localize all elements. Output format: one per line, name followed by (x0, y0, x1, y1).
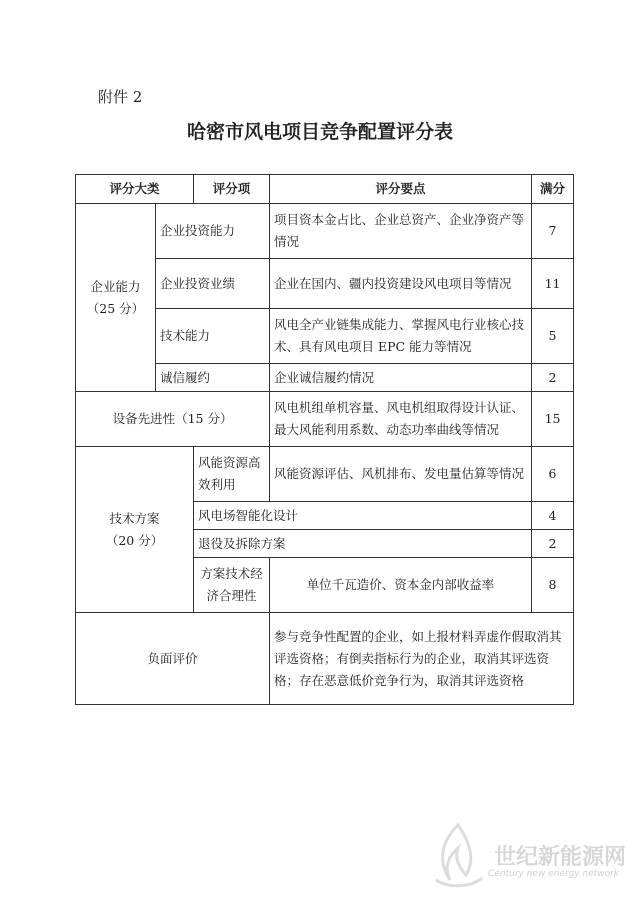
category-tech (76, 447, 194, 613)
max-cell: 7 (532, 204, 574, 259)
max-cell: 11 (532, 259, 574, 309)
points-cell: 风电机组单机容量、风电机组取得设计认证、最大风能利用系数、动态功率曲线等情况 (270, 392, 532, 447)
table-header-row (76, 175, 574, 204)
item-cell: 风能资源高效利用 (194, 447, 270, 502)
category-score: （25 分） (86, 300, 145, 316)
category-label: 企业能力 (90, 278, 141, 294)
item-cell: 企业投资能力 (156, 204, 270, 259)
attachment-label: 附件 2 (98, 88, 143, 106)
watermark-text: 世纪新能源网 (494, 845, 627, 870)
scoring-table (75, 174, 574, 705)
points-cell: 单位千瓦造价、资本金内部收益率 (270, 558, 532, 613)
points-cell: 风能资源评估、风机排布、发电量估算等情况 (270, 447, 532, 502)
flame-icon (428, 820, 488, 890)
category-label: 技术方案 (109, 510, 160, 526)
page-title: 哈密市风电项目竞争配置评分表 (186, 121, 453, 143)
points-cell: 企业在国内、疆内投资建设风电项目等情况 (270, 259, 532, 309)
header-max: 满分 (532, 175, 574, 204)
points-cell: 参与竞争性配置的企业，如上报材料弄虚作假取消其评选资格；有倒卖指标行为的企业，取消其评选资格；存在恶意低价竞争行为，取消其评选资格 (270, 613, 574, 705)
item-cell: 方案技术经济合理性 (194, 558, 270, 613)
item-cell: 诚信履约 (156, 364, 270, 392)
header-category: 评分大类 (76, 175, 194, 204)
category-negative: 负面评价 (76, 613, 270, 705)
category-score: （20 分） (105, 532, 164, 548)
watermark-subtext: Century new energy network (488, 869, 620, 879)
points-cell: 项目资本金占比、企业总资产、企业净资产等情况 (270, 204, 532, 259)
category-equipment: 设备先进性（15 分） (76, 392, 270, 447)
category-enterprise (76, 204, 156, 392)
max-cell: 6 (532, 447, 574, 502)
item-cell: 企业投资业绩 (156, 259, 270, 309)
max-cell: 15 (532, 392, 574, 447)
max-cell: 2 (532, 364, 574, 392)
watermark-logo (428, 820, 628, 890)
table-row (76, 204, 574, 259)
max-cell: 2 (532, 530, 574, 558)
max-cell: 4 (532, 502, 574, 530)
header-item: 评分项 (194, 175, 270, 204)
points-cell: 风电全产业链集成能力、掌握风电行业核心技术、具有风电项目 EPC 能力等情况 (270, 309, 532, 364)
item-cell: 风电场智能化设计 (194, 502, 532, 530)
max-cell: 5 (532, 309, 574, 364)
points-cell: 企业诚信履约情况 (270, 364, 532, 392)
max-cell: 8 (532, 558, 574, 613)
item-cell: 退役及拆除方案 (194, 530, 532, 558)
table-row (76, 447, 574, 502)
header-points: 评分要点 (270, 175, 532, 204)
item-cell: 技术能力 (156, 309, 270, 364)
table-row (76, 392, 574, 447)
table-row (76, 613, 574, 705)
